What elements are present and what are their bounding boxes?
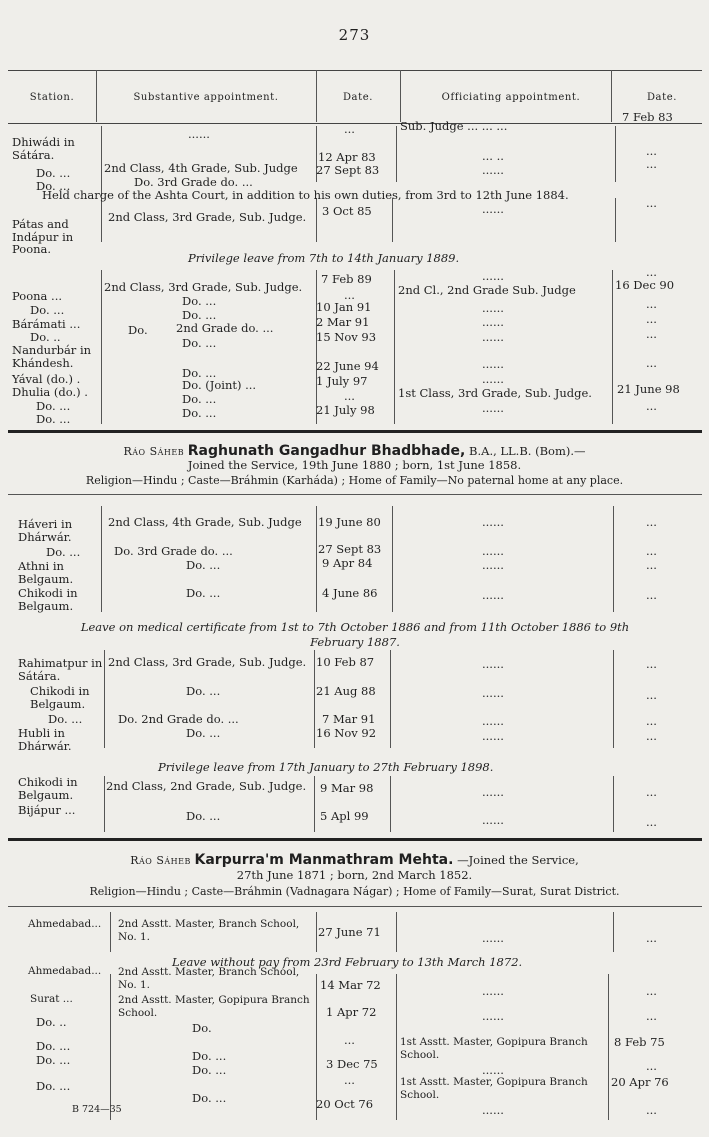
b1-station-0: Dhiwádi in Sátára. xyxy=(12,135,75,162)
p2-odate-2: ... xyxy=(646,558,657,572)
p2-odate-4: ... xyxy=(646,657,657,671)
p2-off-0: ...... xyxy=(482,515,504,529)
b1-station-3: Pátas and Indápur in Poona. xyxy=(12,217,74,256)
person3-heading xyxy=(0,852,709,868)
p2-note-2: Privilege leave from 17th January to 27th February 1898. xyxy=(158,760,494,774)
person3-rule xyxy=(8,906,702,907)
b1-sub-5: Do. ... xyxy=(182,294,217,308)
b1-sub-10: Do. (Joint) ... xyxy=(182,378,257,392)
p2-off-6: ...... xyxy=(482,714,504,728)
person2-name: Raghunath Gangadhur Bhadbhade, xyxy=(187,443,466,459)
b1-sub-7: 2nd Grade do. ... xyxy=(176,321,274,335)
b1-sub-9: Do. ... xyxy=(182,366,217,380)
person3-religion: Religion—Hindu ; Caste—Bráhmin (Vadnagara Nágar) ; Home of Family—Surat, Surat District. xyxy=(89,885,620,898)
b1-odate-6: ... xyxy=(646,312,657,326)
header-date-2: Date. xyxy=(646,91,678,103)
p2-sub-5: Do. ... xyxy=(186,684,221,698)
b1-date-12: 21 July 98 xyxy=(316,403,375,417)
p3-odate-5: 20 Apr 76 xyxy=(611,1075,669,1089)
p2-date-2: 9 Apr 84 xyxy=(322,556,373,570)
p2-station-3: Chikodi in Belgaum. xyxy=(18,586,78,613)
b1-date-9: 22 June 94 xyxy=(316,359,379,373)
p2-sub-3: Do. ... xyxy=(186,586,221,600)
b1-off-9: ...... xyxy=(482,357,504,371)
b1-station-10: Dhulia (do.) . xyxy=(12,385,88,399)
p3-odate-2: ... xyxy=(646,1009,657,1023)
footer-signature: B 724—35 xyxy=(72,1104,122,1115)
b1-off-3: ...... xyxy=(482,202,504,216)
b1-off-7: ...... xyxy=(482,330,504,344)
p2-off-3: ...... xyxy=(482,588,504,602)
b1-date-11: ... xyxy=(344,389,355,403)
p2-off-2: ...... xyxy=(482,558,504,572)
p3-sub-5: Do. ... xyxy=(192,1063,227,1077)
b1-station-1: Do. ... xyxy=(36,166,71,180)
person3-name: Karpurra'm Manmathram Mehta. xyxy=(194,852,454,868)
person2-service: Joined the Service, 19th June 1880 ; born, 1st June 1858. xyxy=(187,458,522,472)
p3-station-3: Do. .. xyxy=(36,1015,67,1029)
header-officiating: Officiating appointment. xyxy=(441,91,581,103)
b1-off-5: ...... xyxy=(482,301,504,315)
b1-station-2: Do. ... xyxy=(36,179,71,193)
p3-station-6: Do. ... xyxy=(36,1079,71,1093)
p2-off-7: ...... xyxy=(482,729,504,743)
p3-odate-4: ... xyxy=(646,1059,657,1073)
p2-sub-9: Do. ... xyxy=(186,809,221,823)
section-divider-2 xyxy=(8,838,702,841)
section-divider-1 xyxy=(8,430,702,433)
p2-sub-6: Do. 2nd Grade do. ... xyxy=(118,712,239,726)
p2-note-1: Leave on medical certificate from 1st to 7th October 1886 and from 11th October 1886 to 9th February 1887. xyxy=(80,620,630,649)
b1-date-4: 7 Feb 89 xyxy=(321,272,372,286)
p3-odate-6: ... xyxy=(646,1103,657,1117)
p2-date-7: 16 Nov 92 xyxy=(316,726,377,740)
b1-odate-4: 16 Dec 90 xyxy=(615,278,675,292)
p2-sub-0: 2nd Class, 4th Grade, Sub. Judge xyxy=(108,515,302,529)
b1-date-3: 3 Oct 85 xyxy=(322,204,372,218)
p3-sub-2: 2nd Asstt. Master, Gopipura Branch School. xyxy=(118,994,310,1019)
b1-off-6: ...... xyxy=(482,315,504,329)
p3-date-1: 14 Mar 72 xyxy=(320,978,381,992)
b1-sub-1: 2nd Class, 4th Grade, Sub. Judge xyxy=(104,161,298,175)
b1-odate-0: 7 Feb 83 xyxy=(622,110,673,124)
p2-date-5: 21 Aug 88 xyxy=(316,684,376,698)
b1-odate-3: ... xyxy=(646,196,657,210)
b1-odate-5: ... xyxy=(646,297,657,311)
b1-off-2: ...... xyxy=(482,163,504,177)
b1-sub-8: Do. ... xyxy=(182,336,217,350)
person3-title: Ráo Sáheb xyxy=(130,854,191,867)
b1-do-left: Do. xyxy=(128,323,148,337)
b1-sub-6: Do. ... xyxy=(182,308,217,322)
b1-date-5: ... xyxy=(344,288,355,302)
b1-odate-12: ... xyxy=(646,399,657,413)
page-number: 273 xyxy=(338,26,371,44)
p3-odate-3: 8 Feb 75 xyxy=(614,1035,665,1049)
p2-sub-7: Do. ... xyxy=(186,726,221,740)
b1-date-0: ... xyxy=(344,122,355,136)
p3-station-0: Ahmedabad... xyxy=(28,918,102,930)
p2-station-2: Athni in Belgaum. xyxy=(18,559,74,586)
p2-sub-2: Do. ... xyxy=(186,558,221,572)
p2-station-8: Chikodi in Belgaum. xyxy=(18,775,78,802)
b1-odate-9: ... xyxy=(646,356,657,370)
person3-service: 27th June 1871 ; born, 2nd March 1852. xyxy=(236,868,473,882)
b1-note-2: Privilege leave from 7th to 14th January 1889. xyxy=(188,251,460,265)
header-date: Date. xyxy=(342,91,374,103)
p3-sub-4: Do. ... xyxy=(192,1049,227,1063)
p3-odate-1: ... xyxy=(646,984,657,998)
p3-sub-3: Do. xyxy=(192,1021,212,1035)
b1-note-1: Held charge of the Ashta Court, in addition to his own duties, from 3rd to 12th June 1884. xyxy=(42,188,569,202)
p3-station-5: Do. ... xyxy=(36,1053,71,1067)
b1-sub-2: Do. 3rd Grade do. ... xyxy=(134,175,253,189)
p3-date-4: 3 Dec 75 xyxy=(326,1057,378,1071)
p3-off-5: 1st Asstt. Master, Gopipura Branch School. xyxy=(400,1076,588,1101)
p2-station-9: Bijápur ... xyxy=(18,803,76,817)
b1-odate-10: 21 June 98 xyxy=(617,382,680,396)
p2-off-1: ...... xyxy=(482,544,504,558)
person3-joined: —Joined the Service, xyxy=(457,853,579,867)
p3-sub-1: 2nd Asstt. Master, Branch School, No. 1. xyxy=(118,966,300,991)
p2-station-4: Rahimatpur in Sátára. xyxy=(18,656,103,683)
p3-off-1: ...... xyxy=(482,984,504,998)
p2-station-0: Háveri in Dhárwár. xyxy=(18,517,73,544)
header-substantive: Substantive appointment. xyxy=(133,91,279,103)
p3-date-3: ... xyxy=(344,1033,355,1047)
p3-station-1: Ahmedabad... xyxy=(28,965,102,977)
p2-date-4: 10 Feb 87 xyxy=(316,655,375,669)
p2-off-5: ...... xyxy=(482,686,504,700)
b1-date-2: 27 Sept 83 xyxy=(316,163,380,177)
p2-odate-8: ... xyxy=(646,785,657,799)
p2-off-4: ...... xyxy=(482,657,504,671)
p2-sub-4: 2nd Class, 3rd Grade, Sub. Judge. xyxy=(108,655,307,669)
b1-sub-0: ...... xyxy=(188,127,210,141)
p3-sub-0: 2nd Asstt. Master, Branch School, No. 1. xyxy=(118,918,300,943)
b1-off-0: Sub. Judge ... ... ... xyxy=(400,119,508,133)
p2-date-8: 9 Mar 98 xyxy=(320,781,374,795)
p2-off-9: ...... xyxy=(482,813,504,827)
b1-odate-top: ... xyxy=(646,265,657,279)
b1-dots-mid: ...... xyxy=(482,372,504,386)
header-station: Station. xyxy=(29,91,75,103)
b1-date-7: 2 Mar 91 xyxy=(316,315,370,329)
p2-odate-9: ... xyxy=(646,815,657,829)
b1-station-7: Do. .. xyxy=(30,330,61,344)
p2-odate-6: ... xyxy=(646,714,657,728)
b1-date-10: 1 July 97 xyxy=(316,374,368,388)
p3-off-2: ...... xyxy=(482,1009,504,1023)
b1-station-9: Yával (do.) . xyxy=(12,372,81,386)
b1-sub-12: Do. ... xyxy=(182,406,217,420)
p2-date-0: 19 June 80 xyxy=(318,515,381,529)
p3-off-3: 1st Asstt. Master, Gopipura Branch School. xyxy=(400,1036,588,1061)
p2-sub-8: 2nd Class, 2nd Grade, Sub. Judge. xyxy=(106,779,307,793)
b1-date-1: 12 Apr 83 xyxy=(318,150,376,164)
person2-rule xyxy=(8,494,702,495)
b1-station-4: Poona ... xyxy=(12,289,63,303)
p3-off-0: ...... xyxy=(482,931,504,945)
p2-off-8: ...... xyxy=(482,785,504,799)
p2-station-6: Do. ... xyxy=(48,712,83,726)
b1-dots-top: ...... xyxy=(482,269,504,283)
person2-religion: Religion—Hindu ; Caste—Bráhmin (Karháda) ; Home of Family—No paternal home at any place. xyxy=(85,474,624,487)
b1-station-11: Do. ... xyxy=(36,399,71,413)
b1-odate-1: ... xyxy=(646,144,657,158)
p3-off-6: ...... xyxy=(482,1103,504,1117)
b1-date-6: 10 Jan 91 xyxy=(316,300,372,314)
p2-station-1: Do. ... xyxy=(46,545,81,559)
p2-station-7: Hubli in Dhárwár. xyxy=(18,726,72,753)
b1-date-8: 15 Nov 93 xyxy=(316,330,377,344)
b1-off-4: 2nd Cl., 2nd Grade Sub. Judge xyxy=(398,283,576,297)
b1-off-1: ... .. xyxy=(482,149,504,163)
b1-station-12: Do. ... xyxy=(36,412,71,426)
p3-sub-6: Do. ... xyxy=(192,1091,227,1105)
b1-off-10: 1st Class, 3rd Grade, Sub. Judge. xyxy=(398,386,592,400)
p3-date-5: ... xyxy=(344,1073,355,1087)
p3-off-4: ...... xyxy=(482,1063,504,1077)
p2-date-9: 5 Apl 99 xyxy=(320,809,369,823)
b1-sub-4: 2nd Class, 3rd Grade, Sub. Judge. xyxy=(104,280,303,294)
p2-date-6: 7 Mar 91 xyxy=(322,712,376,726)
p2-date-1: 27 Sept 83 xyxy=(318,542,382,556)
person2-quals: B.A., LL.B. (Bom).— xyxy=(469,444,586,458)
person2-title: Ráo Sáheb xyxy=(123,445,185,458)
b1-station-8: Nandurbár in Khándesh. xyxy=(12,343,92,370)
p2-odate-3: ... xyxy=(646,588,657,602)
p3-date-0: 27 June 71 xyxy=(318,925,381,939)
p2-date-3: 4 June 86 xyxy=(322,586,378,600)
p3-station-4: Do. ... xyxy=(36,1039,71,1053)
p3-note-1: Leave without pay from 23rd February to 13th March 1872. xyxy=(172,955,523,969)
p3-odate-0: ... xyxy=(646,931,657,945)
b1-station-5: Do. ... xyxy=(30,303,65,317)
p3-station-2: Surat ... xyxy=(30,993,73,1005)
b1-off-12: ...... xyxy=(482,401,504,415)
p2-station-5: Chikodi in Belgaum. xyxy=(30,684,90,711)
b1-odate-2: ... xyxy=(646,157,657,171)
b1-sub-11: Do. ... xyxy=(182,392,217,406)
p2-odate-0: ... xyxy=(646,515,657,529)
p2-odate-5: ... xyxy=(646,688,657,702)
b1-sub-3: 2nd Class, 3rd Grade, Sub. Judge. xyxy=(108,210,307,224)
p2-sub-1: Do. 3rd Grade do. ... xyxy=(114,544,233,558)
table-header xyxy=(8,70,702,124)
p3-date-2: 1 Apr 72 xyxy=(326,1005,377,1019)
p3-date-6: 20 Oct 76 xyxy=(316,1097,374,1111)
b1-odate-7: ... xyxy=(646,327,657,341)
p2-odate-1: ... xyxy=(646,544,657,558)
p2-odate-7: ... xyxy=(646,729,657,743)
person2-heading xyxy=(0,443,709,459)
b1-station-6: Bárámati ... xyxy=(12,317,81,331)
